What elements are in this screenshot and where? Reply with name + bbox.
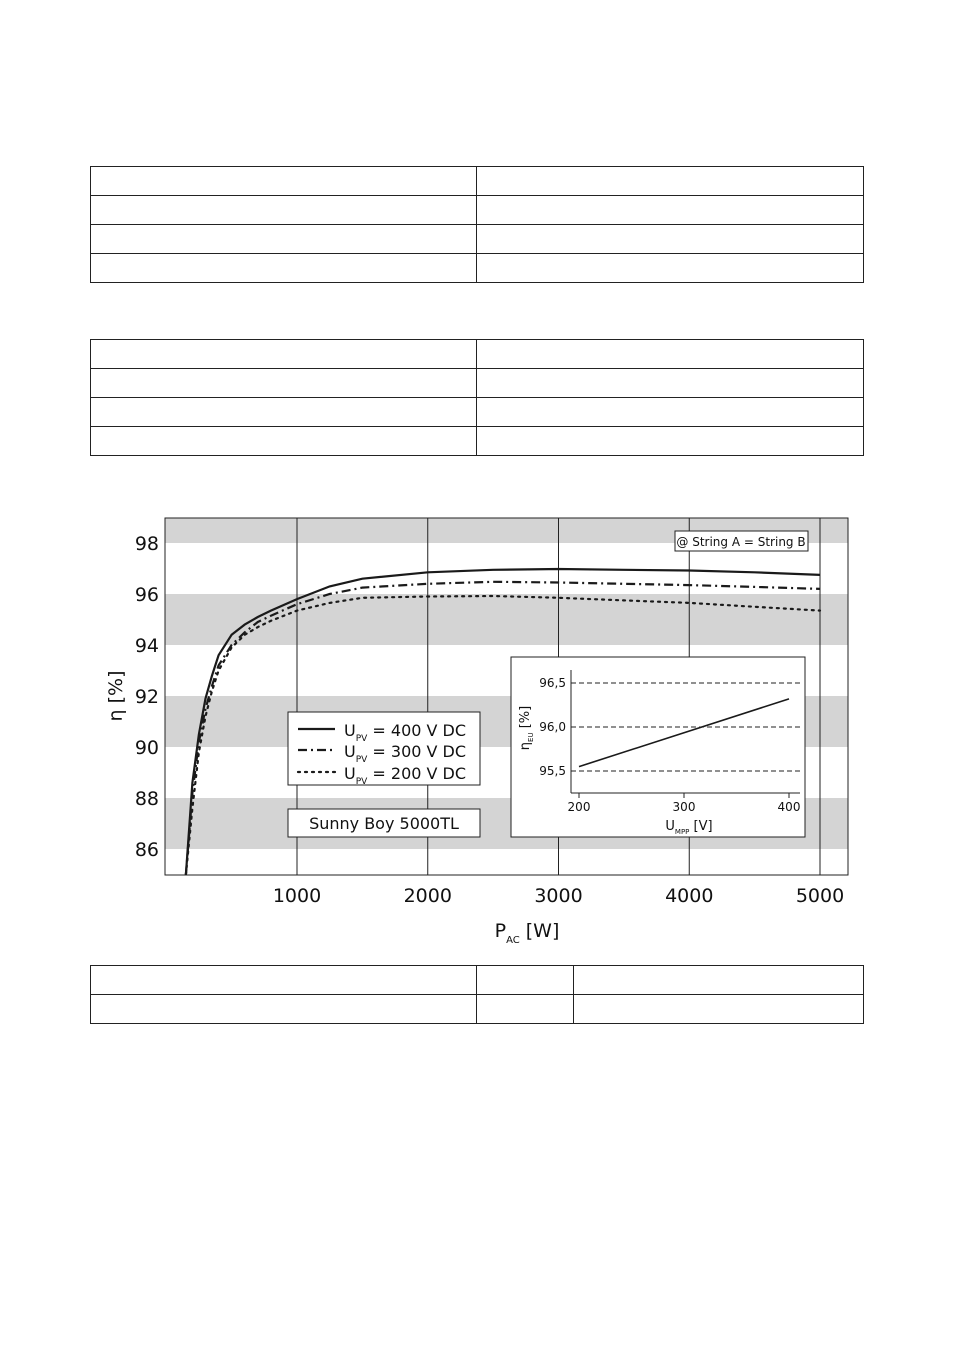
annotation-text: @ String A = String B: [676, 535, 806, 549]
y-tick-label: 96: [134, 584, 159, 606]
inset-y-axis-label: $\eta_{EU}$ [%]: [518, 705, 535, 751]
y-tick-label: 94: [134, 635, 159, 657]
y-tick-label: 88: [134, 788, 159, 810]
grey-band: [165, 594, 848, 645]
y-axis-label: η [%]: [105, 670, 127, 722]
inset-euro-efficiency-plot: [511, 657, 805, 837]
inset-y-tick-label: 96,0: [539, 720, 566, 734]
inset-y-axis-label-group: [518, 706, 535, 750]
inset-x-tick-label: 200: [567, 800, 591, 814]
inset-x-tick-label: 300: [672, 800, 696, 814]
x-tick-label: 3000: [534, 885, 583, 907]
inset-x-tick-label: 400: [777, 800, 801, 814]
y-tick-label: 92: [134, 686, 159, 708]
y-tick-label: 98: [134, 533, 159, 555]
legend-label: $U_{PV} = 400$ V DC: [344, 721, 467, 744]
inset-x-axis-label: $U_{MPP}$ [V]: [665, 819, 713, 836]
legend-label: $U_{PV} = 200$ V DC: [344, 764, 467, 787]
y-tick-label: 86: [134, 839, 159, 861]
inset-y-tick-label: 95,5: [539, 764, 566, 778]
x-axis-label: $P_{AC}$ [W]: [494, 920, 560, 946]
inset-y-tick-label: 96,5: [539, 676, 566, 690]
legend-label: $U_{PV} = 300$ V DC: [344, 742, 467, 765]
x-tick-label: 5000: [795, 885, 845, 907]
x-tick-label: 1000: [272, 885, 322, 907]
x-tick-label: 4000: [665, 885, 714, 907]
y-tick-label: 90: [134, 737, 159, 759]
x-tick-label: 2000: [403, 885, 452, 907]
model-label-text: Sunny Boy 5000TL: [309, 814, 459, 833]
